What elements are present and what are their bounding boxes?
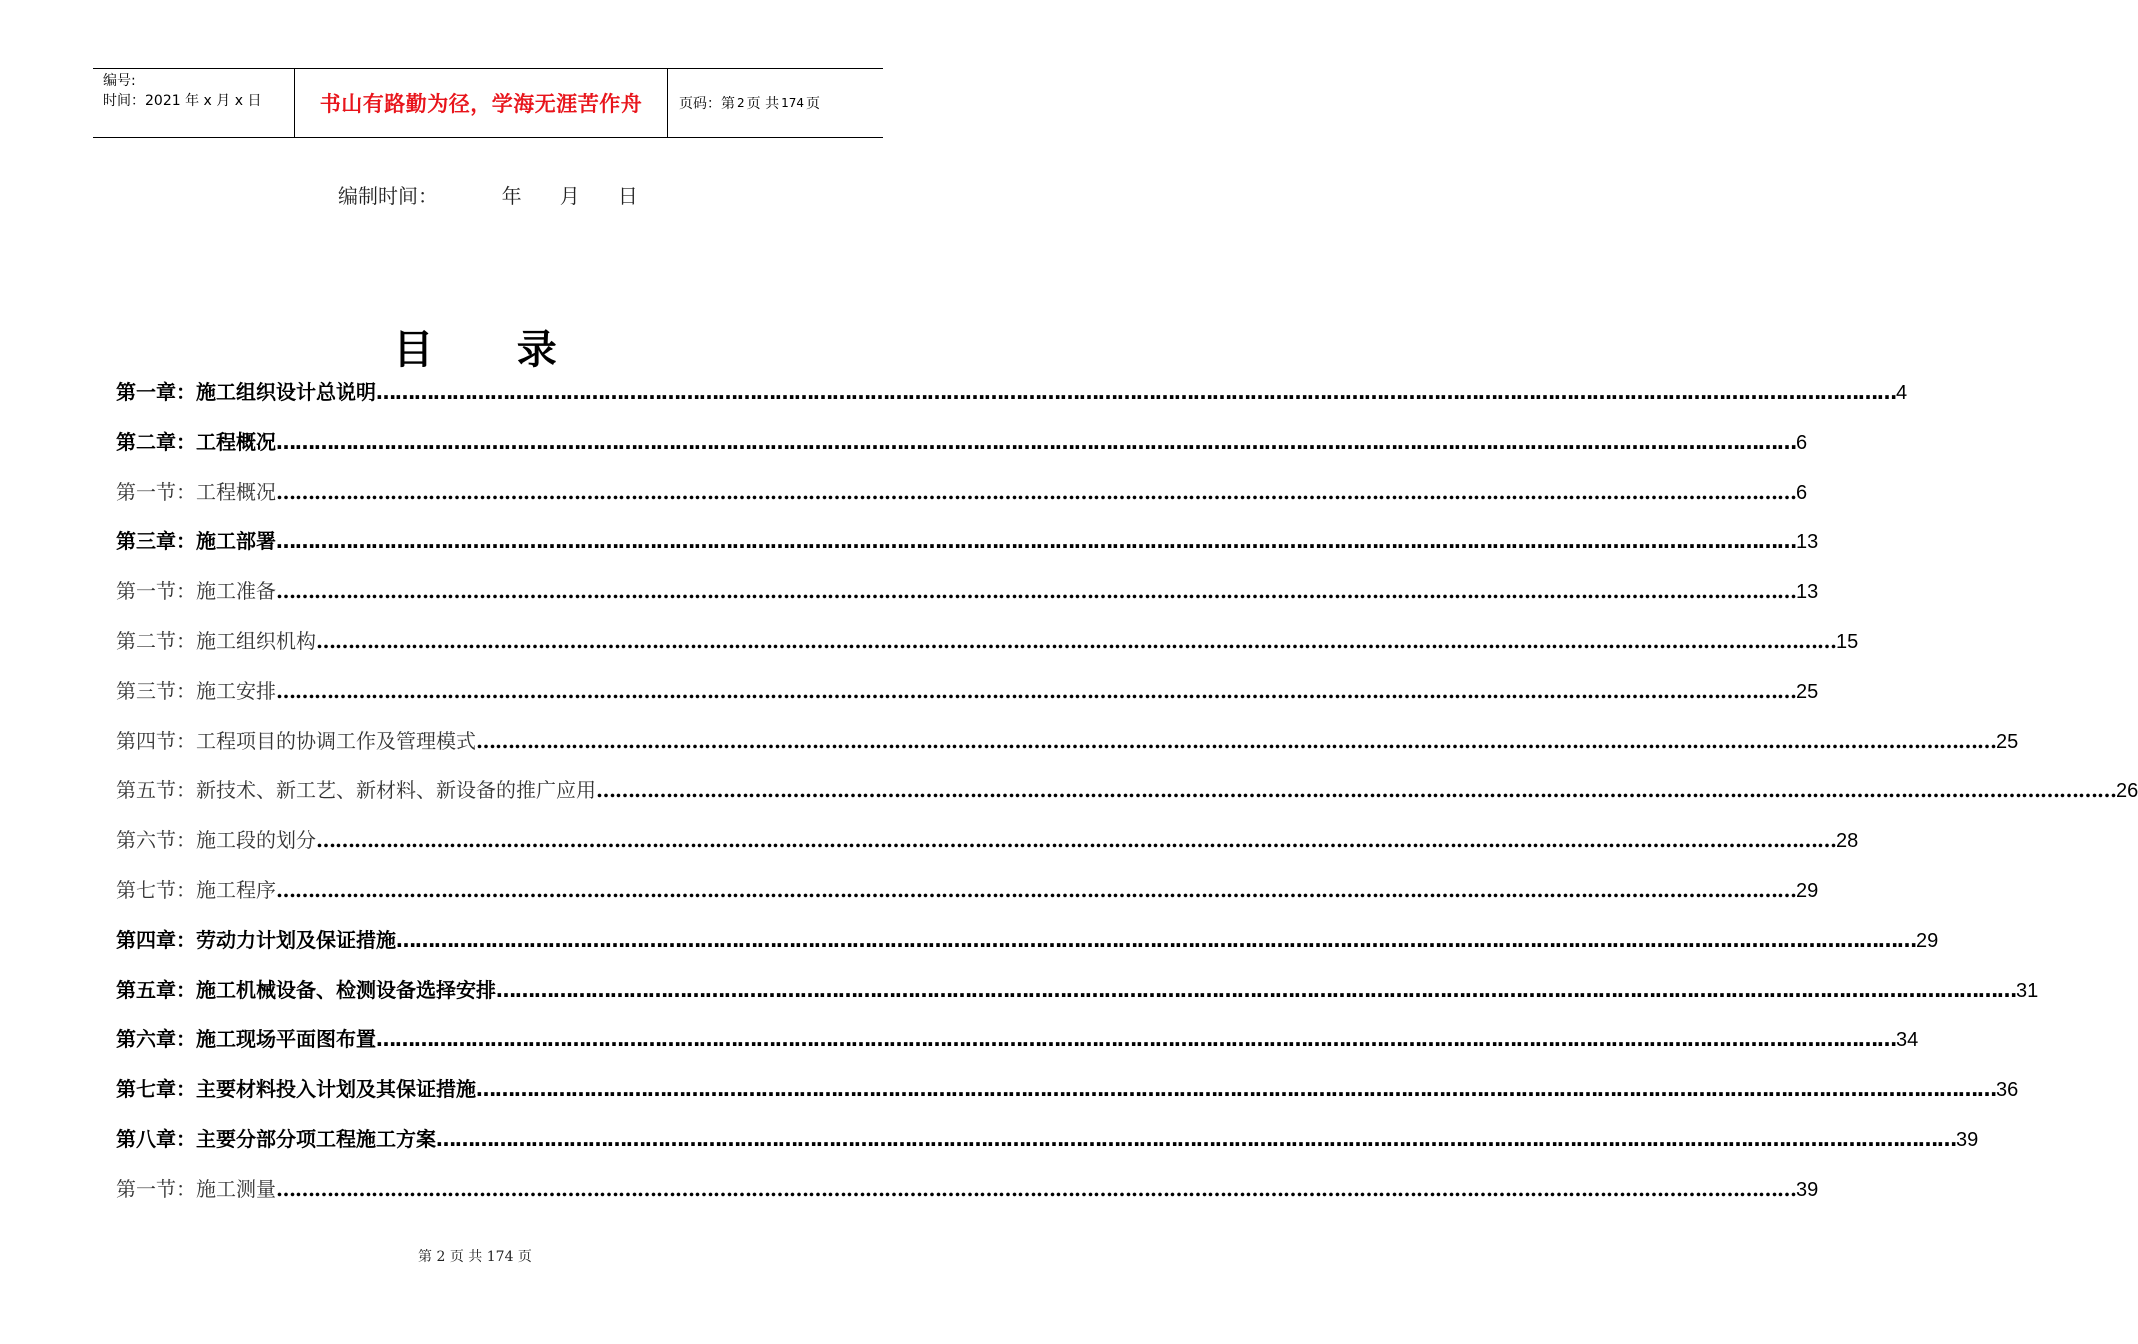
toc-entry-page: 28 bbox=[1836, 830, 1859, 853]
toc-section-entry[interactable] bbox=[116, 723, 2019, 773]
number-label: 编号: bbox=[103, 73, 136, 89]
toc-entry-page: 6 bbox=[1796, 481, 1808, 504]
toc-leader-dots: …………………………………………………………………………………………………………………………………………………………………………………………………………………… bbox=[316, 828, 1836, 853]
toc-chapter-entry[interactable] bbox=[116, 424, 1808, 474]
toc-section-entry[interactable] bbox=[116, 623, 1859, 673]
header-motto: 书山有路勤为径，学海无涯苦作舟 bbox=[319, 92, 643, 116]
toc-entry-page: 25 bbox=[1996, 730, 2019, 753]
toc-chapter-entry[interactable] bbox=[116, 922, 1939, 972]
header-page-info bbox=[679, 69, 820, 137]
toc-leader-dots: …………………………………………………………………………………………………………………………………………………………………………………………………………………… bbox=[276, 479, 1796, 504]
page-current: 2 bbox=[737, 96, 745, 110]
compile-date-line: 编制时间： 年 月 日 bbox=[338, 184, 638, 208]
toc-leader-dots: …………………………………………………………………………………………………………………………………………………………………………………………………………………… bbox=[276, 877, 1796, 902]
toc-chapter-entry[interactable] bbox=[116, 1121, 1979, 1171]
toc-entry-page: 34 bbox=[1896, 1029, 1919, 1052]
toc-leader-dots: …………………………………………………………………………………………………………………………………………………………………………………………………………………… bbox=[276, 429, 1796, 454]
toc-entry-page: 29 bbox=[1916, 929, 1939, 952]
toc-entry-title: 第三章：施工部署 bbox=[116, 529, 276, 554]
toc-entry-page: 36 bbox=[1996, 1079, 2019, 1102]
page-total: 174 bbox=[781, 96, 804, 110]
toc-leader-dots: …………………………………………………………………………………………………………………………………………………………………………………………………………………… bbox=[476, 728, 1996, 753]
page-mid: 页 共 bbox=[746, 96, 780, 112]
toc-section-entry[interactable] bbox=[116, 772, 2138, 822]
toc-entry-title: 第四章：劳动力计划及保证措施 bbox=[116, 927, 396, 952]
header-divider bbox=[667, 69, 668, 137]
toc-leader-dots: …………………………………………………………………………………………………………………………………………………………………………………………………………………… bbox=[276, 529, 1796, 554]
toc-entry-page: 15 bbox=[1836, 630, 1859, 653]
toc-leader-dots: …………………………………………………………………………………………………………………………………………………………………………………………………………………… bbox=[436, 1126, 1956, 1151]
toc-leader-dots: …………………………………………………………………………………………………………………………………………………………………………………………………………………… bbox=[396, 927, 1916, 952]
toc-entry-title: 第一节：施工测量 bbox=[116, 1176, 276, 1201]
toc-entry-title: 第七节：施工程序 bbox=[116, 877, 276, 902]
toc-entry-page: 29 bbox=[1796, 879, 1819, 902]
toc-section-entry[interactable] bbox=[116, 872, 1819, 922]
toc-section-entry[interactable] bbox=[116, 1171, 1819, 1221]
toc-leader-dots: …………………………………………………………………………………………………………………………………………………………………………………………………………………… bbox=[596, 778, 2116, 803]
toc-entry-page: 26 bbox=[2116, 780, 2138, 803]
toc-entry-title: 第一章：施工组织设计总说明 bbox=[116, 380, 376, 404]
toc-leader-dots: …………………………………………………………………………………………………………………………………………………………………………………………………………………… bbox=[276, 678, 1796, 703]
toc-chapter-entry[interactable] bbox=[116, 1071, 2019, 1121]
header-meta bbox=[103, 71, 261, 111]
toc-section-entry[interactable] bbox=[116, 673, 1819, 723]
toc-entry-page: 6 bbox=[1796, 431, 1808, 454]
toc-leader-dots: …………………………………………………………………………………………………………………………………………………………………………………………………………………… bbox=[496, 977, 2016, 1002]
toc-entry-title: 第五章：施工机械设备、检测设备选择安排 bbox=[116, 977, 496, 1002]
toc-entry-page: 13 bbox=[1796, 581, 1819, 604]
toc-chapter-entry[interactable] bbox=[116, 1021, 1919, 1071]
toc-entry-page: 4 bbox=[1896, 382, 1908, 404]
toc-entry-page: 31 bbox=[2016, 979, 2039, 1002]
toc-entry-title: 第七章：主要材料投入计划及其保证措施 bbox=[116, 1077, 476, 1102]
toc-chapter-entry[interactable] bbox=[116, 523, 1819, 573]
toc-entry-title: 第二节：施工组织机构 bbox=[116, 628, 316, 653]
toc-entry-title: 第二章：工程概况 bbox=[116, 429, 276, 454]
toc-section-entry[interactable] bbox=[116, 822, 1859, 872]
toc-section-entry[interactable] bbox=[116, 573, 1819, 623]
toc-chapter-entry[interactable] bbox=[116, 972, 2039, 1022]
page-prefix: 页码：第 bbox=[679, 96, 735, 112]
toc-entry-page: 13 bbox=[1796, 531, 1819, 554]
toc-entry-page: 39 bbox=[1796, 1178, 1819, 1201]
toc-leader-dots: …………………………………………………………………………………………………………………………………………………………………………………………………………………… bbox=[316, 628, 1836, 653]
toc-title: 目 录 bbox=[393, 327, 557, 373]
toc-entry-page: 39 bbox=[1956, 1128, 1979, 1151]
page-suffix: 页 bbox=[806, 96, 820, 112]
time-label: 时间：2021 年 x 月 x 日 bbox=[103, 93, 262, 109]
toc-entry-title: 第一节：工程概况 bbox=[116, 479, 276, 504]
toc-leader-dots: …………………………………………………………………………………………………………………………………………………………………………………………………………………… bbox=[476, 1077, 1996, 1102]
page-footer: 第 2 页 共 174 页 bbox=[418, 1249, 532, 1265]
toc-leader-dots: …………………………………………………………………………………………………………………………………………………………………………………………………………………… bbox=[376, 1027, 1896, 1052]
toc-entry-title: 第四节：工程项目的协调工作及管理模式 bbox=[116, 728, 476, 753]
toc-leader-dots: …………………………………………………………………………………………………………………………………………………………………………………………………………………… bbox=[276, 1176, 1796, 1201]
toc-entry-title: 第五节：新技术、新工艺、新材料、新设备的推广应用 bbox=[116, 778, 596, 803]
toc-entry-title: 第六节：施工段的划分 bbox=[116, 828, 316, 853]
toc-entry-page: 25 bbox=[1796, 680, 1819, 703]
toc-entry-title: 第八章：主要分部分项工程施工方案 bbox=[116, 1126, 436, 1151]
table-of-contents bbox=[116, 374, 2138, 1221]
page-header bbox=[93, 68, 883, 138]
toc-chapter-entry[interactable] bbox=[116, 374, 1908, 424]
toc-entry-title: 第一节：施工准备 bbox=[116, 579, 276, 604]
toc-entry-title: 第三节：施工安排 bbox=[116, 678, 276, 703]
toc-leader-dots: …………………………………………………………………………………………………………………………………………………………………………………………………………………… bbox=[276, 579, 1796, 604]
toc-leader-dots: …………………………………………………………………………………………………………………………………………………………………………………………………………………… bbox=[376, 380, 1896, 404]
toc-entry-title: 第六章：施工现场平面图布置 bbox=[116, 1027, 376, 1052]
toc-section-entry[interactable] bbox=[116, 474, 1808, 524]
